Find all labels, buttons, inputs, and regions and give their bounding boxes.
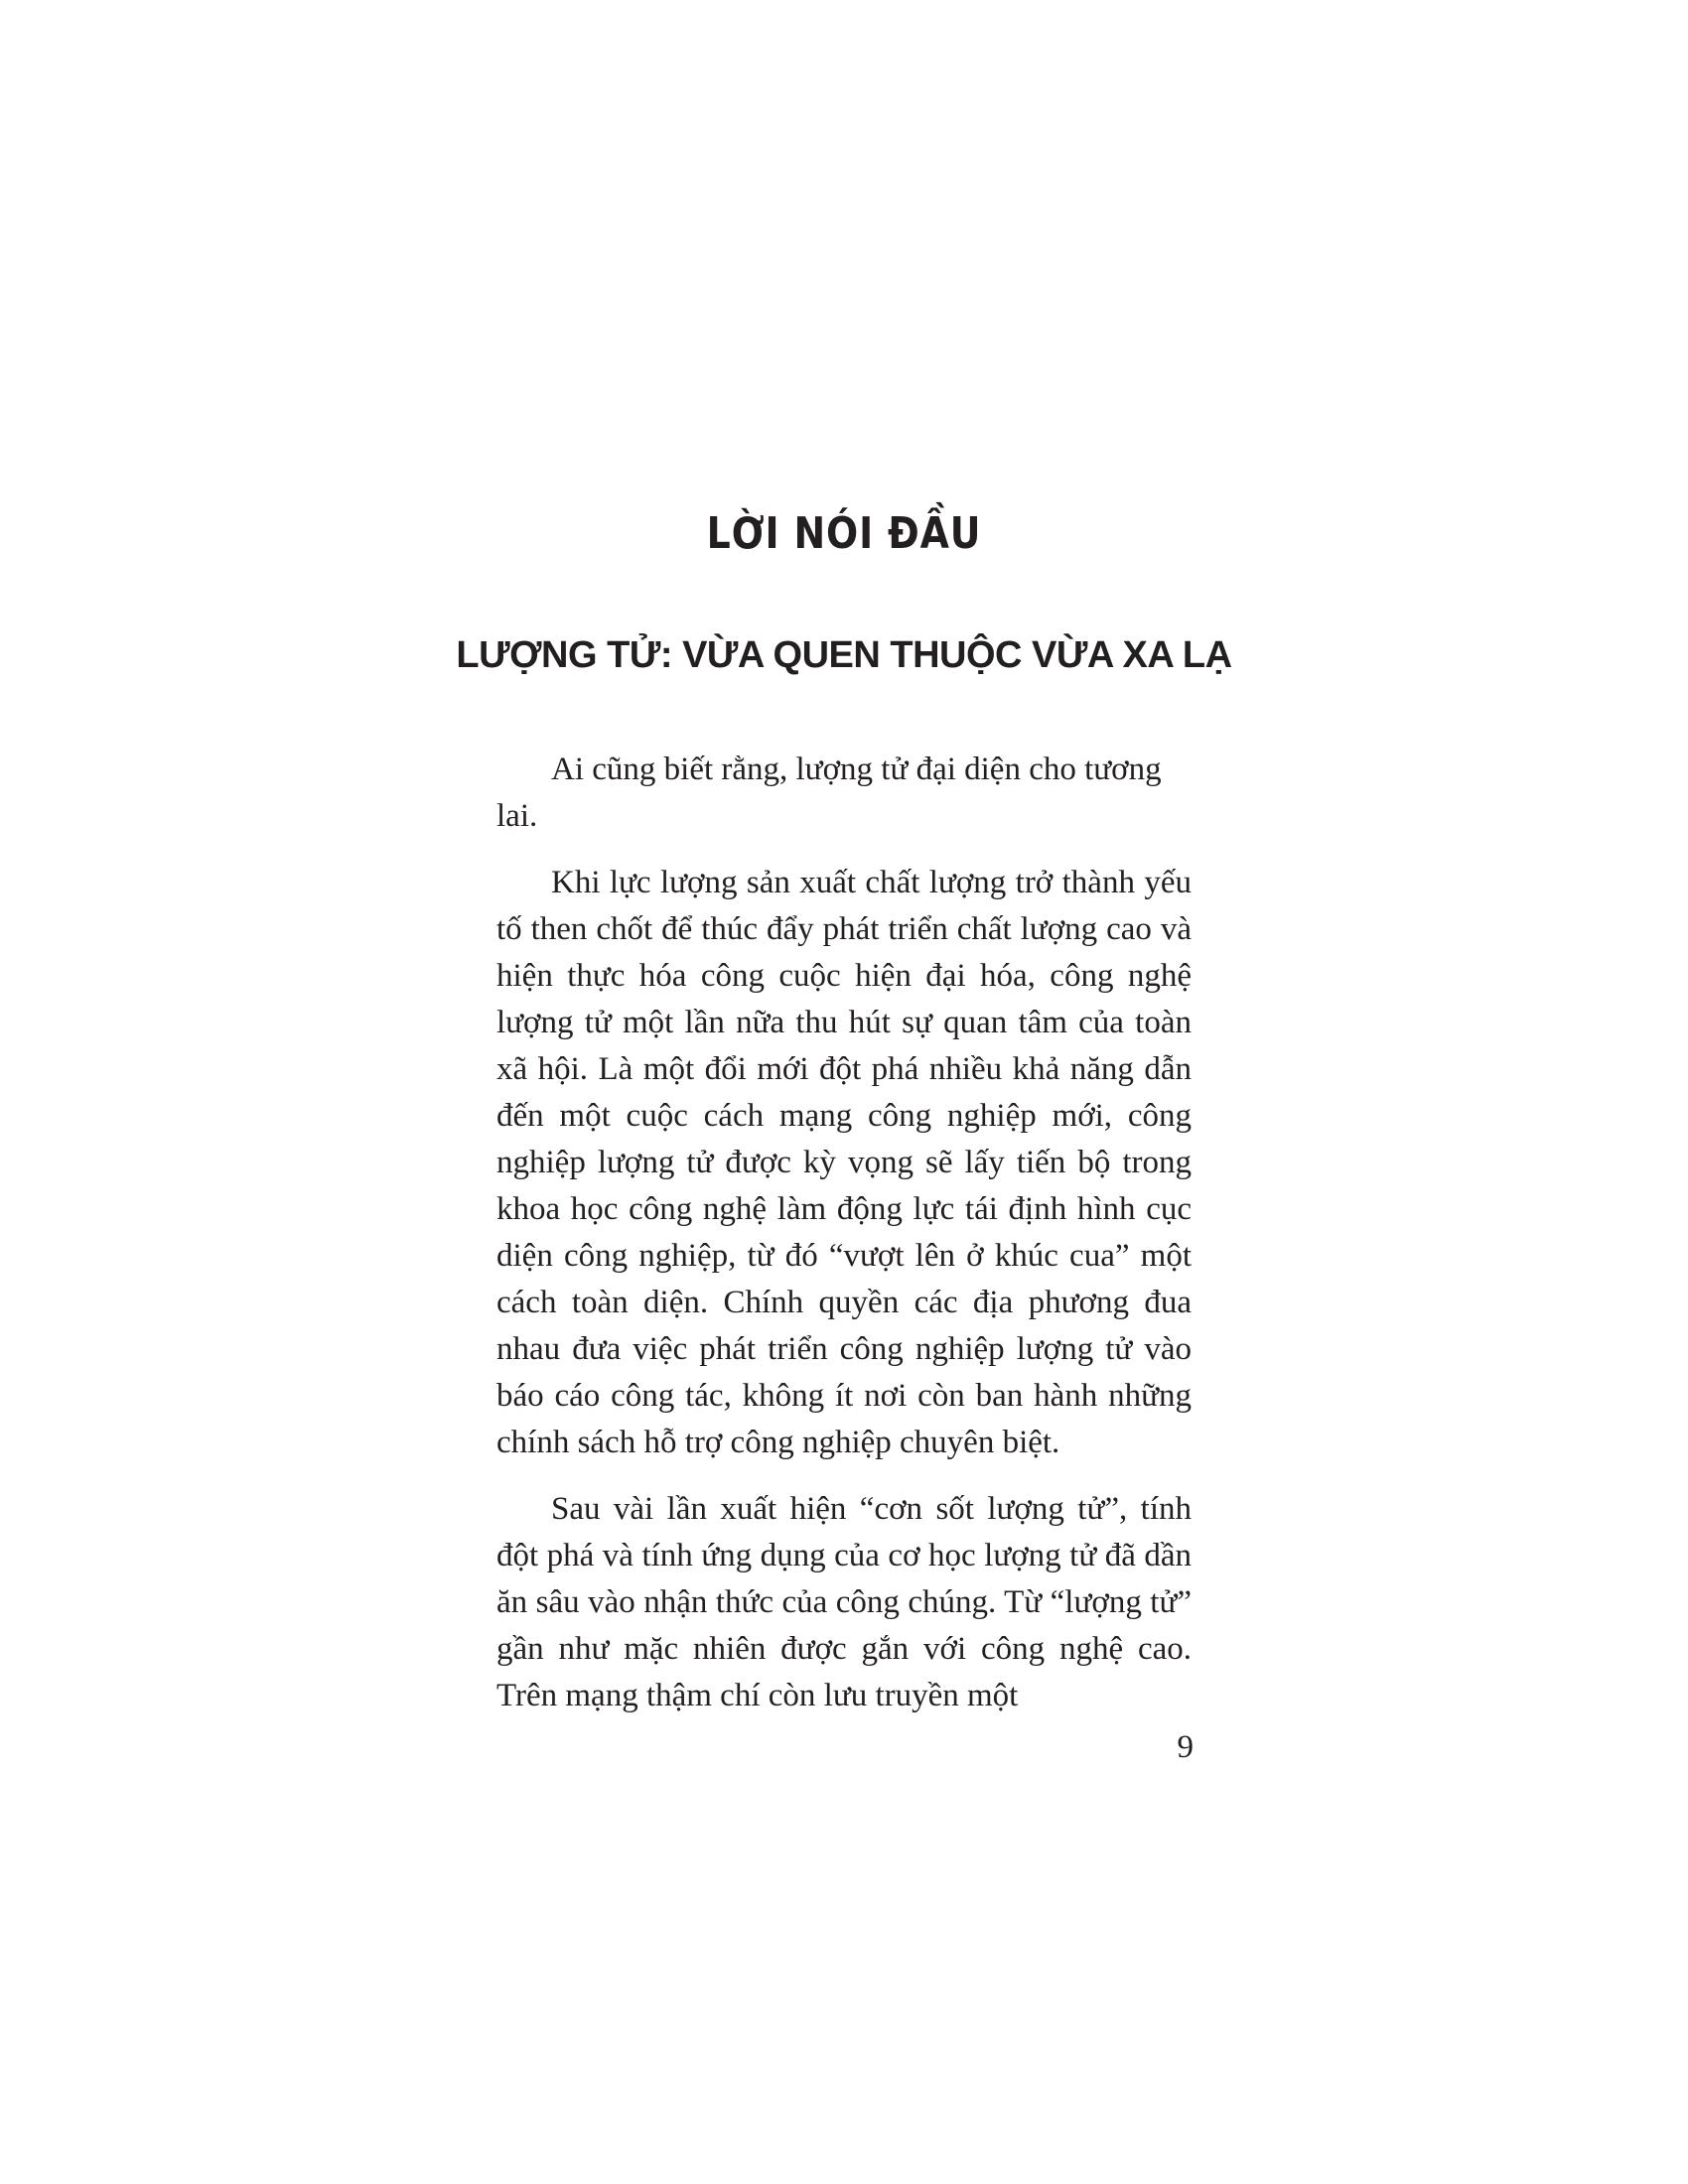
page-number: 9 (1177, 1729, 1194, 1765)
paragraph-2: Khi lực lượng sản xuất chất lượng trở thành yếu tố then chốt để thúc đẩy phát triển chất lượng cao và hiện thực hóa công cuộc hiện đại hóa, công nghệ lượng tử một lần nữa thu hút sự quan tâm của toàn xã hội. Là một đổi mới đột phá nhiều khả năng dẫn đến một cuộc cách mạng công nghiệp mới, công nghiệp lượng tử được kỳ vọng sẽ lấy tiến bộ trong khoa học công nghệ làm động lực tái định hình cục diện công nghiệp, từ đó “vượt lên ở khúc cua” một cách toàn diện. Chính quyền các địa phương đua nhau đưa việc phát triển công nghiệp lượng tử vào báo cáo công tác, không ít nơi còn ban hành những chính sách hỗ trợ công nghiệp chuyên biệt. (496, 865, 1192, 1460)
body-text (496, 747, 1192, 1739)
paragraph-1: Ai cũng biết rằng, lượng tử đại diện cho tương lai. (496, 751, 1162, 834)
chapter-title: LỜI NÓI ĐẦU (706, 508, 982, 559)
paragraph-3: Sau vài lần xuất hiện “cơn sốt lượng tử”, tính đột phá và tính ứng dụng của cơ học lượng tử đã dần ăn sâu vào nhận thức của công chúng. Từ “lượng tử” gần như mặc nhiên được gắn với công nghệ cao. Trên mạng thậm chí còn lưu truyền một (496, 1491, 1192, 1713)
chapter-subtitle: LƯỢNG TỬ: VỪA QUEN THUỘC VỪA XA LẠ (456, 634, 1232, 676)
